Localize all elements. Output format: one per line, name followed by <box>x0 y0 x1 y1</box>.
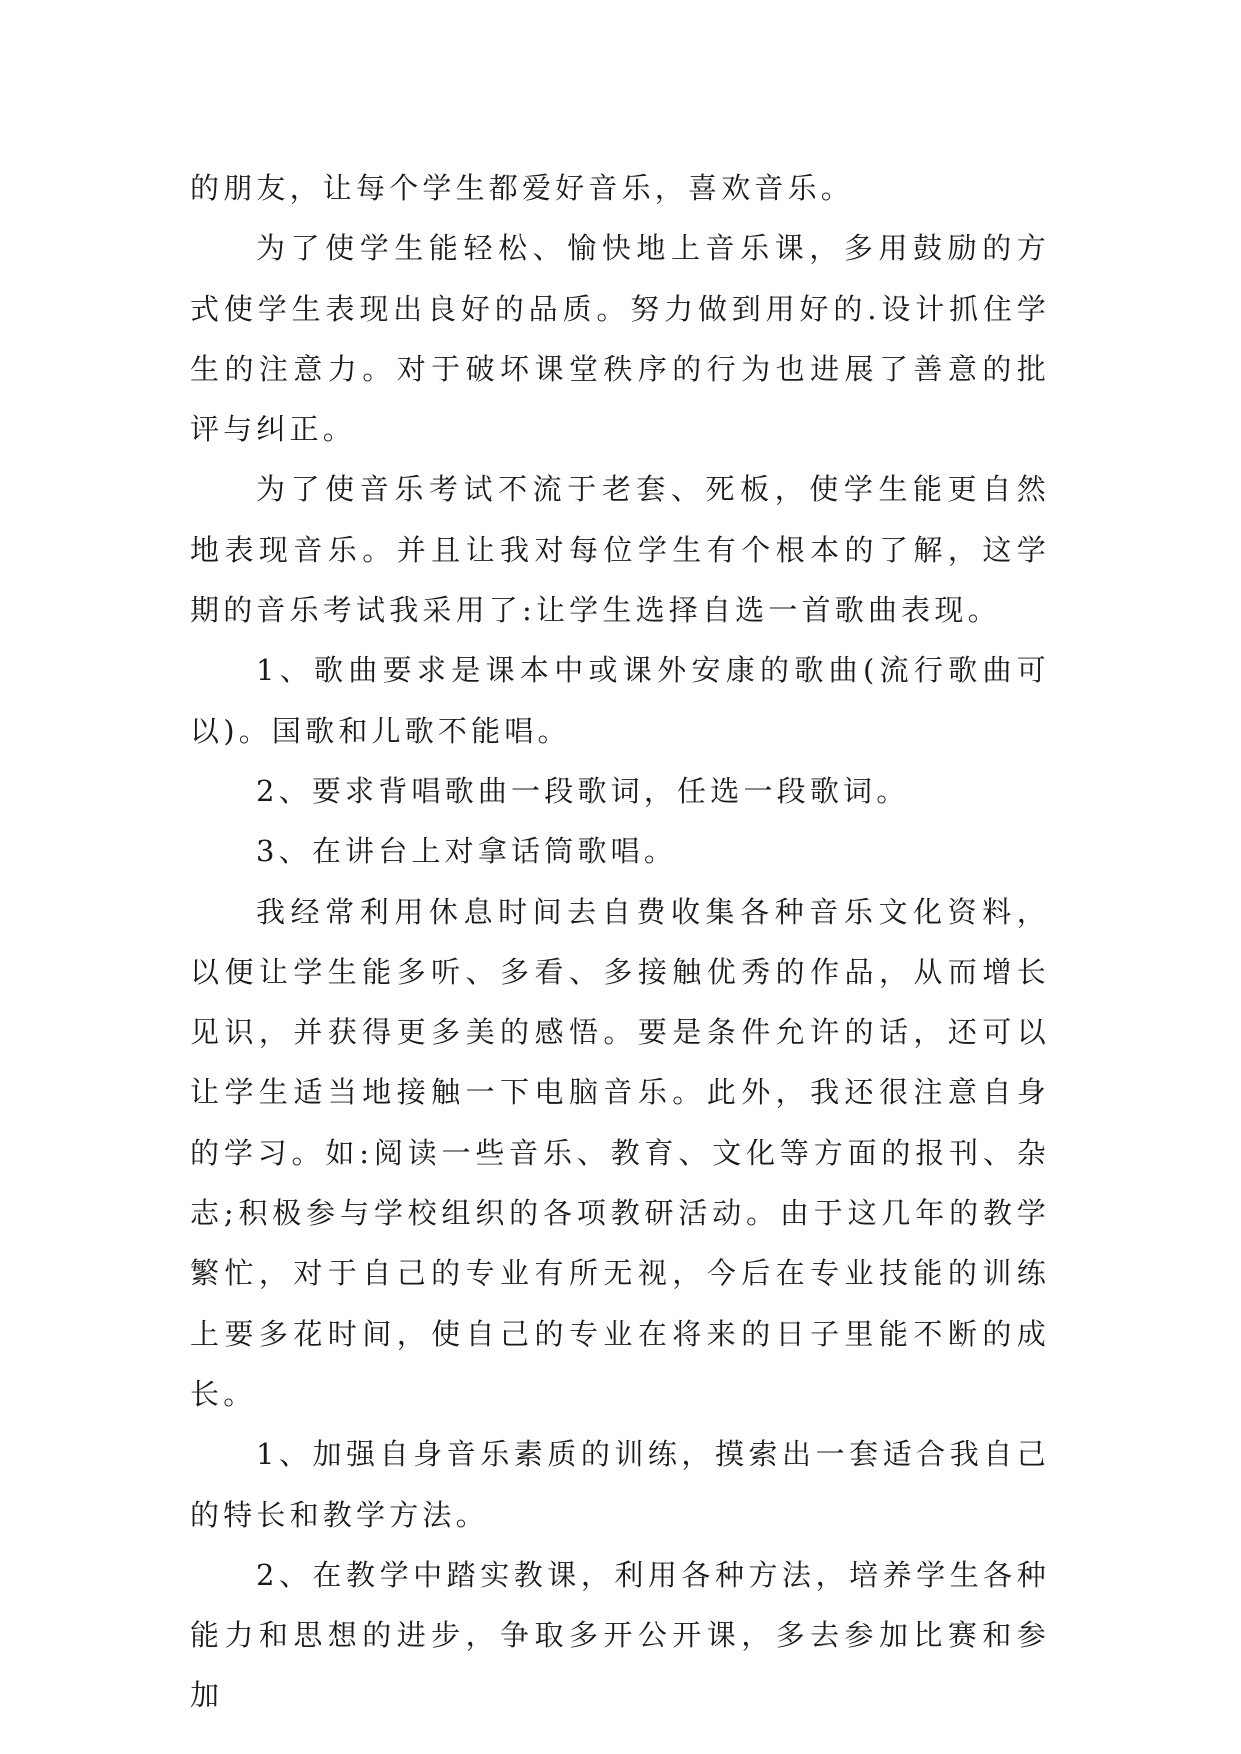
paragraph-teaching-method: 为了使学生能轻松、愉快地上音乐课，多用鼓励的方式使学生表现出良好的品质。努力做到用好的.设计抓住学生的注意力。对于破坏课堂秩序的行为也进展了善意的批评与纠正。 <box>190 231 1050 447</box>
list-item-exam-1: 1、歌曲要求是课本中或课外安康的歌曲(流行歌曲可以)。国歌和儿歌不能唱。 <box>190 653 1050 748</box>
list-item-plan-1: 1、加强自身音乐素质的训练，摸索出一套适合我自己的特长和教学方法。 <box>190 1437 1050 1532</box>
document-body <box>190 158 1050 1726</box>
paragraph-continuation: 的朋友，让每个学生都爱好音乐，喜欢音乐。 <box>190 171 855 205</box>
list-item-plan-2: 2、在教学中踏实教课，利用各种方法，培养学生各种能力和思想的进步，争取多开公开课，多去参加比赛和参加 <box>190 1557 1050 1713</box>
paragraph-self-study: 我经常利用休息时间去自费收集各种音乐文化资料，以便让学生能多听、多看、多接触优秀的作品，从而增长见识，并获得更多美的感悟。要是条件允许的话，还可以让学生适当地接触一下电脑音乐。此外，我还很注意自身的学习。如:阅读一些音乐、教育、文化等方面的报刊、杂志;积极参与学校组织的各项教研活动。由于这几年的教学繁忙，对于自己的专业有所无视，今后在专业技能的训练上要多花时间，使自己的专业在将来的日子里能不断的成长。 <box>190 894 1050 1411</box>
paragraph-music-exam: 为了使音乐考试不流于老套、死板，使学生能更自然地表现音乐。并且让我对每位学生有个根本的了解，这学期的音乐考试我采用了:让学生选择自选一首歌曲表现。 <box>190 472 1050 628</box>
list-item-exam-3: 3、在讲台上对拿话筒歌唱。 <box>256 834 678 869</box>
list-item-exam-2: 2、要求背唱歌曲一段歌词，任选一段歌词。 <box>256 773 910 808</box>
